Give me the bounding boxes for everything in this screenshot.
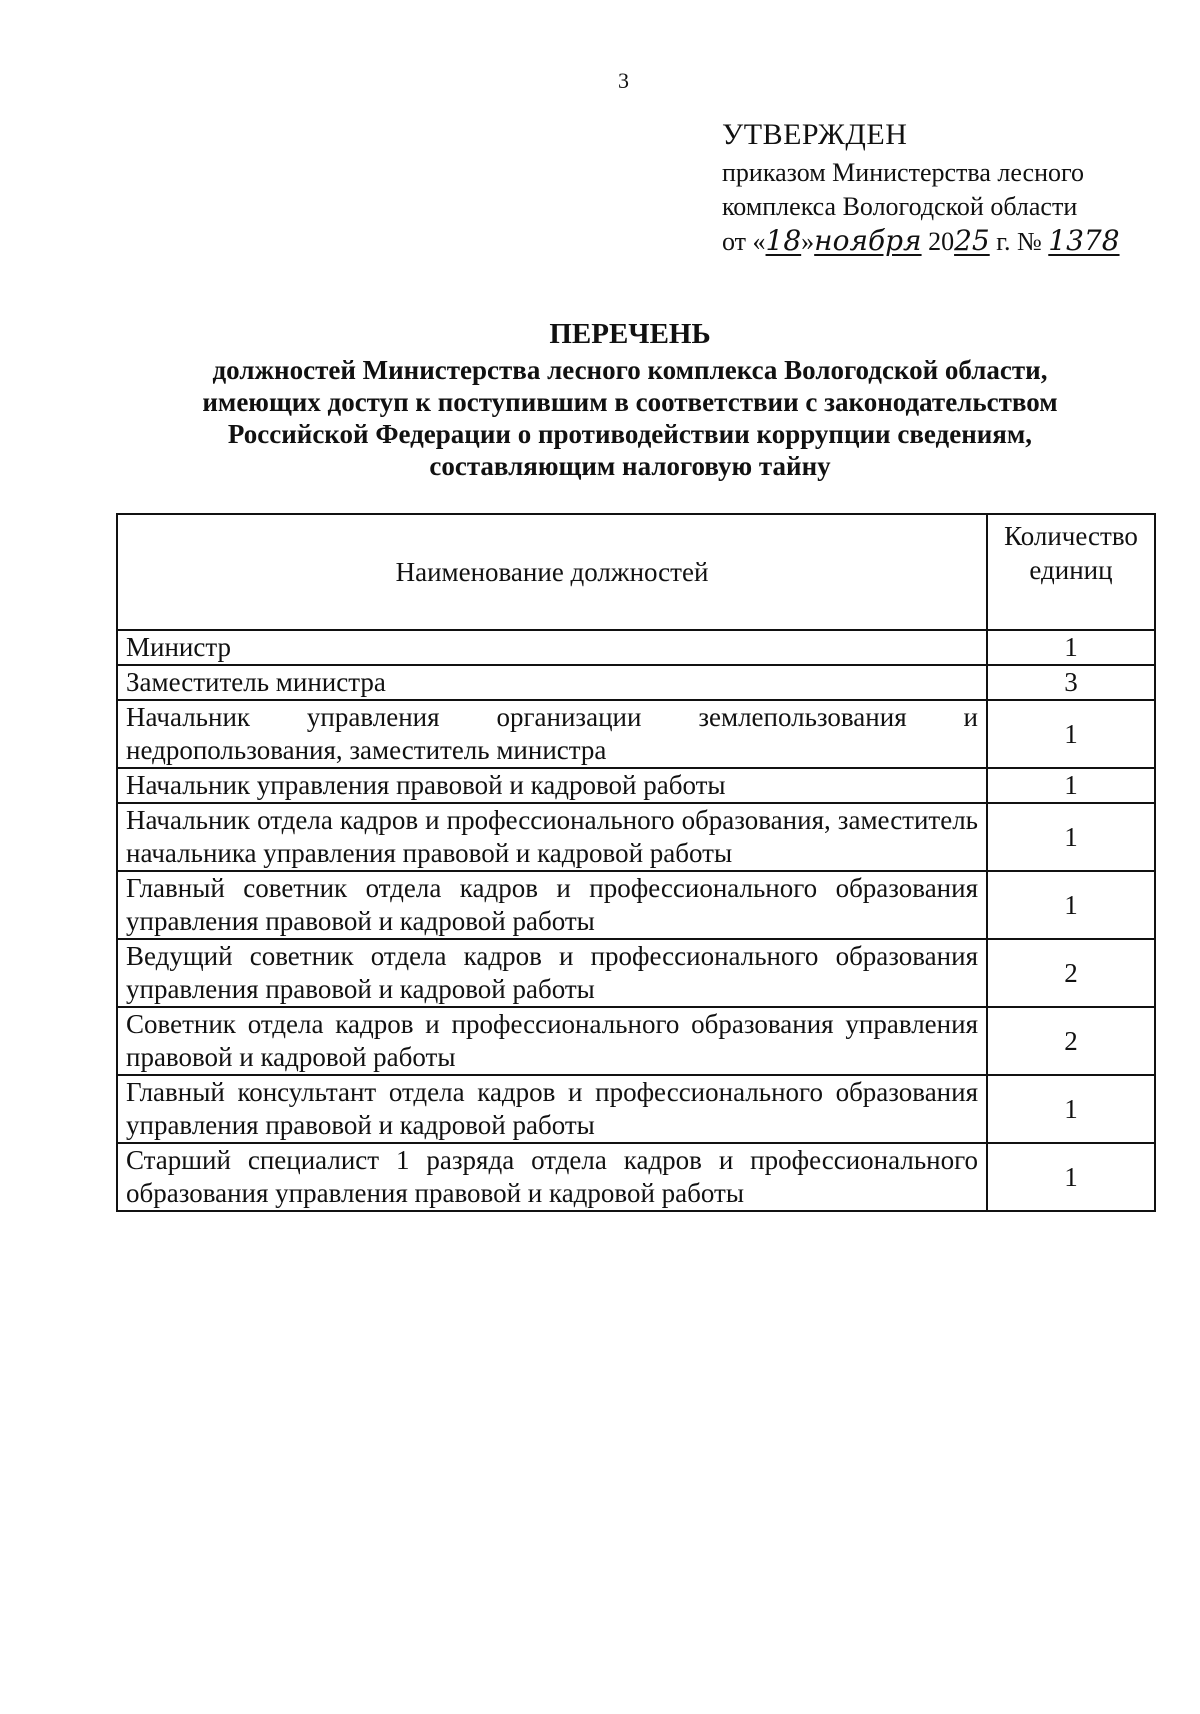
table-row	[117, 1143, 1155, 1211]
header-count-line-2: единиц	[1029, 555, 1113, 585]
heading-line-1: должностей Министерства лесного комплекса Вологодской области,	[212, 355, 1048, 385]
position-name: Главный советник отдела кадров и профессионального образования управления правовой и кадровой работы	[117, 871, 987, 939]
position-name: Начальник отдела кадров и профессионального образования, заместитель начальника управления правовой и кадровой работы	[117, 803, 987, 871]
position-name: Начальник управления организации землепользования и недропользования, заместитель министра	[117, 700, 987, 768]
heading-title: ПЕРЕЧЕНЬ	[549, 318, 711, 350]
position-count: 2	[987, 939, 1155, 1007]
table-header-row	[117, 514, 1155, 630]
table-row	[117, 665, 1155, 700]
header-position-name: Наименование должностей	[117, 514, 987, 630]
approval-block	[722, 118, 1162, 259]
position-count: 1	[987, 803, 1155, 871]
position-name: Советник отдела кадров и профессионального образования управления правовой и кадровой работы	[117, 1007, 987, 1075]
heading-line-2: имеющих доступ к поступившим в соответствии с законодательством	[202, 387, 1058, 417]
table-row	[117, 1007, 1155, 1075]
number-prefix: г. №	[996, 227, 1042, 256]
position-name: Главный консультант отдела кадров и профессионального образования управления правовой и кадровой работы	[117, 1075, 987, 1143]
table-row	[117, 630, 1155, 665]
document-heading	[140, 318, 1120, 482]
position-count: 1	[987, 700, 1155, 768]
header-count-line-1: Количество	[1004, 521, 1138, 551]
table-row	[117, 803, 1155, 871]
position-name: Министр	[117, 630, 987, 665]
handwritten-year: 25	[954, 224, 990, 257]
table-row	[117, 768, 1155, 803]
header-count	[987, 514, 1155, 630]
table-row	[117, 1075, 1155, 1143]
table-row	[117, 700, 1155, 768]
position-name: Старший специалист 1 разряда отдела кадров и профессионального образования управления правовой и кадровой работы	[117, 1143, 987, 1211]
approval-title: УТВЕРЖДЕН	[722, 118, 908, 151]
handwritten-day: 18	[765, 224, 802, 257]
handwritten-order-number: 1378	[1048, 224, 1120, 257]
position-count: 1	[987, 871, 1155, 939]
page-number: 3	[618, 68, 629, 93]
position-count: 1	[987, 1075, 1155, 1143]
position-count: 1	[987, 1143, 1155, 1211]
approval-line-1: приказом Министерства лесного	[722, 158, 1084, 187]
heading-line-3: Российской Федерации о противодействии коррупции сведениям,	[227, 419, 1033, 449]
table-row	[117, 871, 1155, 939]
approval-date-line	[722, 224, 1162, 259]
year-prefix: 20	[928, 227, 955, 256]
position-count: 1	[987, 630, 1155, 665]
handwritten-month: ноября	[814, 224, 922, 257]
date-day-close: »	[801, 227, 815, 256]
positions-table	[116, 513, 1156, 1212]
date-prefix: от «	[722, 227, 766, 256]
position-count: 3	[987, 665, 1155, 700]
approval-line-2: комплекса Вологодской области	[722, 192, 1078, 221]
position-name: Начальник управления правовой и кадровой работы	[117, 768, 987, 803]
position-count: 2	[987, 1007, 1155, 1075]
position-name: Заместитель министра	[117, 665, 987, 700]
position-name: Ведущий советник отдела кадров и профессионального образования управления правовой и кадровой работы	[117, 939, 987, 1007]
position-count: 1	[987, 768, 1155, 803]
heading-line-4: составляющим налоговую тайну	[429, 451, 831, 481]
table-row	[117, 939, 1155, 1007]
